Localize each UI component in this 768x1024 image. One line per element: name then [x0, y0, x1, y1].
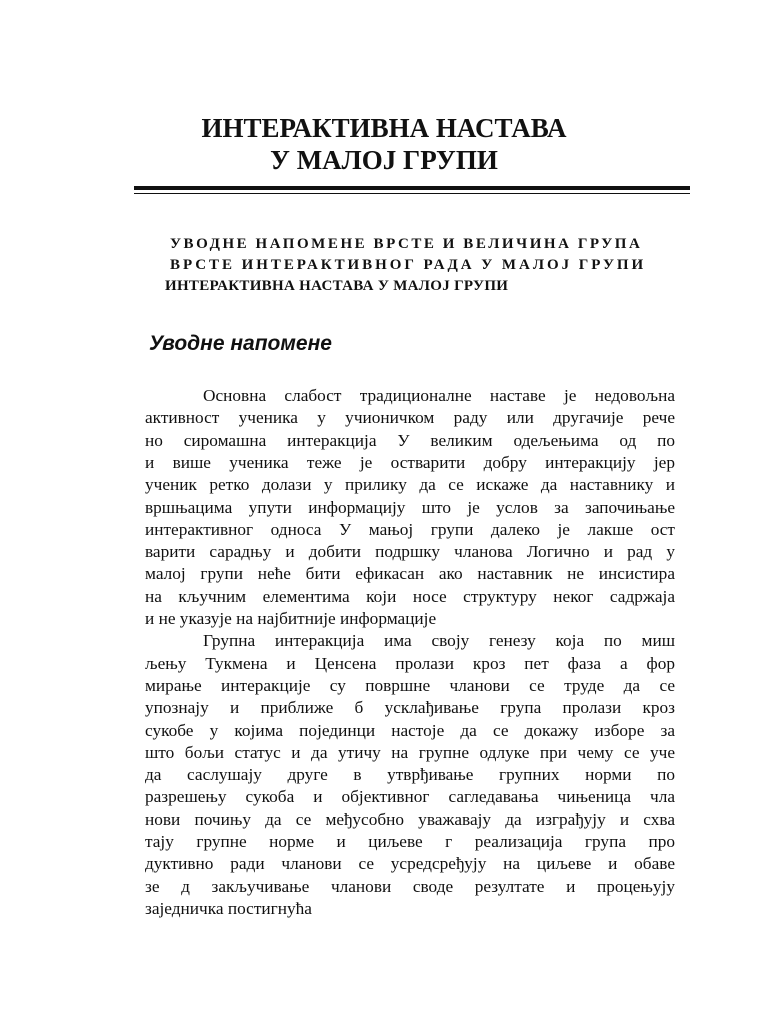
body-line: Основна слабост традиционалне наставе је недовољна	[203, 386, 675, 405]
body-line: сукобе у којима појединци настоје да се докажу изборе за	[145, 720, 675, 740]
section-heading: Уводне напомене	[149, 332, 332, 355]
body-line: љењу Тукмена и Ценсена пролази кроз пет фаза а фор	[145, 653, 675, 673]
body-line: и више ученика теже је остварити добру интеракцију јер	[145, 452, 675, 472]
body-line: варити сарадњу и добити подршку чланова Логично и рад у	[145, 542, 675, 562]
title-line-2: У МАЛОЈ ГРУПИ	[270, 145, 498, 175]
body-line: да саслушају друге в утврђивање групних норми по	[145, 765, 675, 785]
title-line-1: ИНТЕРАКТИВНА НАСТАВА	[201, 113, 567, 143]
body-line: ученик ретко долази у прилику да се искаже да наставнику и	[145, 475, 675, 495]
body-line: разрешењу сукоба и објективног сагледавања чињеница чла	[145, 787, 675, 807]
contents-line-3: ИНТЕРАКТИВНА НАСТАВА У МАЛОЈ ГРУПИ	[165, 278, 509, 294]
body-line: но сиромашна интеракција У великим одељењима од по	[145, 430, 675, 450]
body-line: тају групне норме и циљеве г реализација група про	[145, 832, 675, 851]
body-line: дуктивно ради чланови се усредсређују на циљеве и обаве	[145, 854, 675, 874]
body-line: активност ученика у учионичком раду или другачије рече	[145, 408, 675, 428]
body-line: малој групи неће бити ефикасан ако наставник не инсистира	[145, 564, 675, 584]
contents-line-1: УВОДНЕ НАПОМЕНЕ ВРСТЕ И ВЕЛИЧИНА ГРУПА	[170, 236, 643, 252]
title-rule-thin	[134, 193, 690, 194]
body-line: зе д закључивање чланови своде резултате и процењују	[145, 876, 675, 896]
body-line: што бољи статус и да утичу на групне одлуке при чему се уче	[145, 742, 675, 762]
body-line: нови почињу да се међусобно уважавају да изграђују и схва	[145, 809, 675, 829]
body-line: на кључним елементима који носе структуру неког садржаја	[145, 586, 675, 606]
contents-line-2: ВРСТЕ ИНТЕРАКТИВНОГ РАДА У МАЛОЈ ГРУПИ	[170, 257, 647, 273]
body-line: вршњацима упути информацију што је услов за започињање	[145, 497, 675, 517]
body-line: Групна интеракција има своју генезу која по миш	[203, 631, 675, 651]
body-line: заједничка постигнућа	[145, 898, 312, 918]
title-rule-thick	[134, 186, 690, 190]
body-line: и не указује на најбитније информације	[145, 609, 437, 628]
body-line: мирање интеракције су површне чланови се труде да се	[145, 675, 675, 695]
body-line: интерактивног односа У мањој групи далеко је лакше ост	[145, 519, 675, 539]
body-line: упознају и приближе б усклађивање група пролази кроз	[145, 698, 675, 718]
document-title	[0, 112, 768, 176]
